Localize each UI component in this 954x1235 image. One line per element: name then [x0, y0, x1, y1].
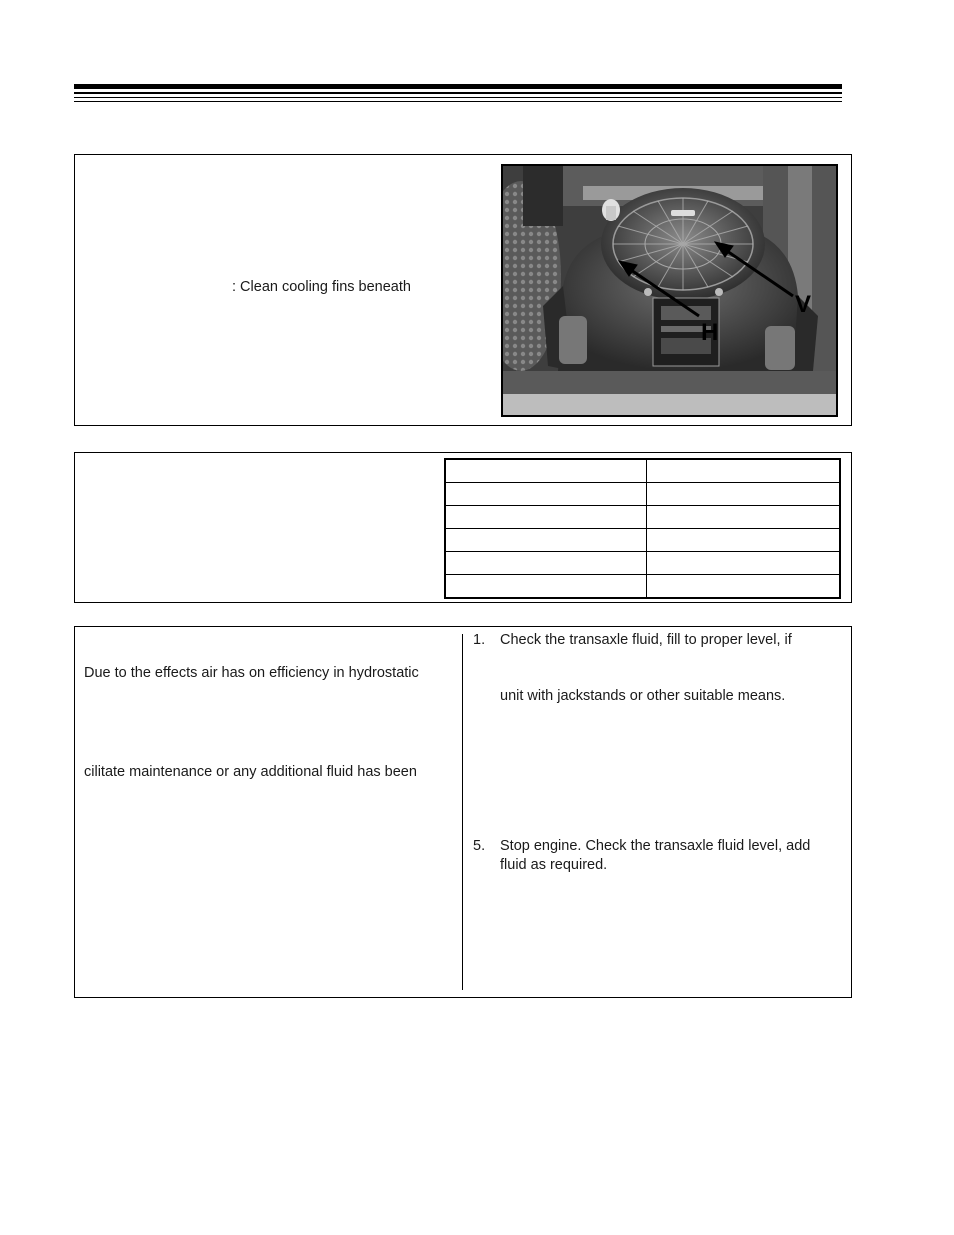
header-rule-thin-2 — [74, 97, 842, 98]
spec-table — [444, 458, 841, 599]
spec-table-cell — [647, 459, 840, 483]
step-5-number: 5. — [473, 838, 486, 854]
spec-table-cell — [445, 575, 647, 599]
step-1-number: 1. — [473, 632, 486, 648]
step-5-line-1: Stop engine. Check the transaxle fluid level, add — [500, 838, 811, 854]
spec-table-cell — [647, 483, 840, 506]
spec-table-cell — [445, 483, 647, 506]
spec-table-cell — [647, 529, 840, 552]
header-rule-thick — [74, 84, 842, 89]
spec-table-cell — [445, 552, 647, 575]
engine-photo — [501, 164, 838, 417]
purge-left-line-1: Due to the effects air has on efficiency in hydrostatic — [84, 665, 419, 681]
spec-table-cell — [647, 506, 840, 529]
spec-table-row — [445, 552, 840, 575]
spec-table-cell — [647, 575, 840, 599]
spec-table-row — [445, 483, 840, 506]
cooling-instruction-text: : Clean cooling fins beneath — [232, 279, 411, 295]
spec-table-row — [445, 459, 840, 483]
spec-table-cell — [445, 506, 647, 529]
header-rule-thin-3 — [74, 101, 842, 102]
photo-label-v: V — [795, 291, 812, 318]
step-1-line-2: unit with jackstands or other suitable means. — [500, 688, 786, 704]
spec-table-row — [445, 529, 840, 552]
spec-table-row — [445, 575, 840, 599]
spec-table-row — [445, 506, 840, 529]
photo-label-h: H — [701, 319, 719, 346]
spec-table-cell — [647, 552, 840, 575]
engine-illustration — [503, 166, 836, 415]
header-rule-thin-1 — [74, 92, 842, 94]
spec-table-cell — [445, 459, 647, 483]
spec-table-cell — [445, 529, 647, 552]
purge-left-line-2: cilitate maintenance or any additional fluid has been — [84, 764, 417, 780]
purge-column-divider — [462, 634, 463, 990]
step-1-line-1: Check the transaxle fluid, fill to proper level, if — [500, 632, 792, 648]
step-5-line-2: fluid as required. — [500, 857, 608, 873]
